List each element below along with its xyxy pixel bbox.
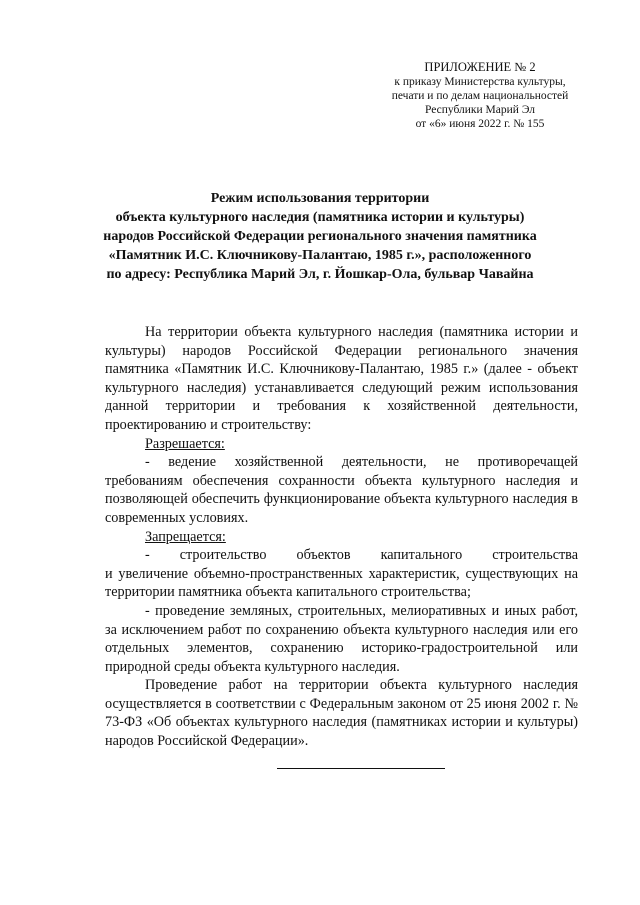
- title-line: «Памятник И.С. Ключникову-Палантаю, 1985 г.», расположенного: [108, 248, 532, 263]
- closing-paragraph: Проведение работ на территории объекта культурного наследия осуществляется в соответствии с Федеральным законом от 25 июня 2002 г. № 73-ФЗ «Об объектах культурного наследия (памятниках истории и культуры) народов Российской Федерации».: [105, 677, 578, 750]
- prohibited-item-1-rest: и увеличение объемно-пространственных характеристик, существующих на территории памятника объекта капитального строительства;: [105, 565, 578, 601]
- prohibited-heading: Запрещается:: [145, 528, 226, 545]
- document-title: [100, 189, 540, 284]
- document-body: [105, 323, 578, 751]
- appendix-line: Республики Марий Эл: [424, 104, 535, 116]
- closing-divider: [277, 768, 445, 769]
- allowed-item: - ведение хозяйственной деятельности, не противоречащей требованиям обеспечения сохранности объекта культурного наследия и позволяющей обеспечить функционирование объекта культурного наследия в современных условиях.: [105, 454, 578, 526]
- allowed-heading: Разрешается:: [145, 435, 225, 452]
- allowed-heading-line: [105, 435, 578, 454]
- title-line: по адресу: Республика Марий Эл, г. Йошкар-Ола, бульвар Чавайна: [106, 267, 534, 282]
- appendix-line: печати и по делам национальностей: [391, 90, 569, 102]
- title-line: объекта культурного наследия (памятника истории и культуры): [115, 210, 525, 225]
- intro-paragraph: На территории объекта культурного наследия (памятника истории и культуры) народов Российской Федерации регионального значения памятника «Памятник И.С. Ключникову-Палантаю, 1985 г.» (далее - объект культурного наследия) устанавливается следующий режим использования данной территории и требования к хозяйственной деятельности, проектированию и строительству:: [105, 324, 578, 433]
- prohibited-heading-line: [105, 528, 578, 547]
- title-line: Режим использования территории: [210, 191, 430, 206]
- appendix-header: [360, 60, 600, 131]
- appendix-line: от «6» июня 2022 г. № 155: [415, 118, 545, 130]
- appendix-line: к приказу Министерства культуры,: [394, 76, 566, 88]
- title-line: народов Российской Федерации регионального значения памятника: [103, 229, 537, 244]
- prohibited-item-1-start: - строительство объектов капитального строительства: [145, 547, 578, 564]
- appendix-heading: ПРИЛОЖЕНИЕ № 2: [424, 60, 536, 74]
- prohibited-item-2: - проведение земляных, строительных, мелиоративных и иных работ, за исключением работ по сохранению объекта культурного наследия или его отдельных элементов, сохранению историко-градостроительной или природной среды объекта культурного наследия.: [105, 602, 578, 675]
